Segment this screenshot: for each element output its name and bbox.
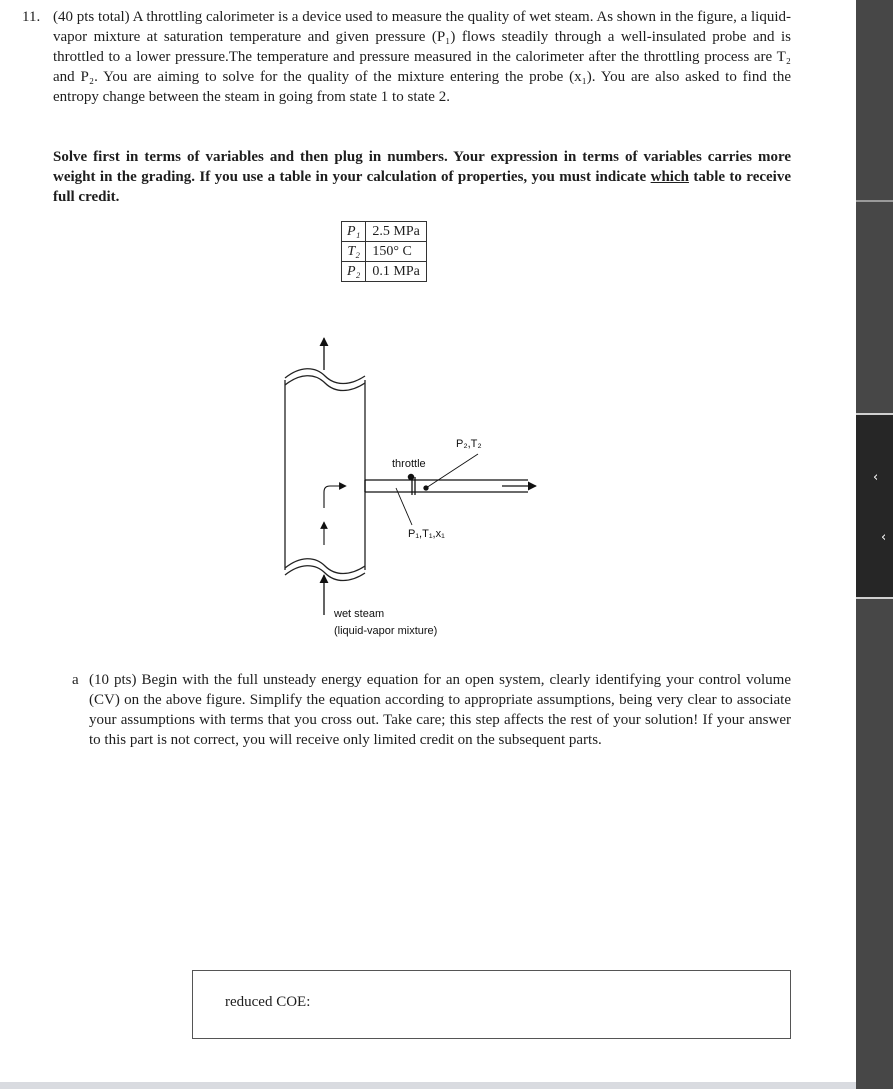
table-cell-symbol: P₁	[342, 222, 366, 242]
part-a-text: (10 pts) Begin with the full unsteady energy equation for an open system, clearly identifying your control volume (CV) on the above figure. Simplify the equation according to appropriate assumptions, being very clear to associate your assumptions with terms that you cross out. Take care; this step affects the rest of your solution! If your answer to this part is not correct, you will receive only limited credit on the subsequent parts.	[89, 672, 791, 748]
table-cell-symbol: T₂	[342, 242, 366, 262]
chevron-left-icon: ‹	[873, 470, 879, 485]
state2-label: P₂,T₂	[456, 438, 482, 450]
instructions	[53, 147, 791, 207]
table-row	[342, 262, 427, 282]
scrollbar-thumb[interactable]	[856, 413, 893, 599]
inlet-sublabel: (liquid-vapor mixture)	[334, 625, 438, 637]
given-values-table	[341, 221, 427, 282]
part-a-label: a	[72, 672, 79, 688]
scrollbar-marker	[856, 200, 893, 202]
instructions-part1: Solve first in terms of variables and then plug in numbers. Your expression in terms of variables carries more weight in the grading. If you use a table in your calculation of properties, you must indicate	[53, 149, 791, 185]
instructions-underlined-word: which	[650, 169, 689, 185]
table-cell-value: 2.5 MPa	[366, 222, 426, 242]
chevron-left-icon: ‹	[881, 530, 887, 545]
leader-line-state2	[426, 454, 478, 488]
table-cell-value: 0.1 MPa	[366, 262, 426, 282]
probe-pipe	[285, 369, 365, 581]
calorimeter-figure	[270, 330, 570, 650]
table-cell-value: 150° C	[366, 242, 426, 262]
question-number: 11.	[22, 9, 41, 25]
throttle-label: throttle	[392, 458, 426, 470]
table-row	[342, 242, 427, 262]
table-row	[342, 222, 427, 242]
question-text: (40 pts total) A throttling calorimeter is a device used to measure the quality of wet steam. As shown in the figure, a liquid-vapor mixture at saturation temperature and given pressure (P₁) flows steadily through a well-insulated probe and is throttled to a lower pressure.The temperature and pressure measured in the calorimeter after the throttling process are T₂ and P₂. You are aiming to solve for the quality of the mixture entering the probe (x₁). You are also asked to find the entropy change between the steam in going from state 1 to state 2.	[53, 9, 791, 105]
page-bottom-edge	[0, 1082, 856, 1089]
answer-box-label: reduced COE:	[225, 994, 311, 1010]
turning-flow-arrow	[324, 486, 346, 508]
inlet-label: wet steam	[334, 608, 385, 620]
table-cell-symbol: P₂	[342, 262, 366, 282]
instructions-part2: table to receive full credit.	[53, 169, 791, 205]
leader-line-state1	[396, 488, 412, 525]
state1-label: P₁,T₁,x₁	[408, 528, 445, 540]
